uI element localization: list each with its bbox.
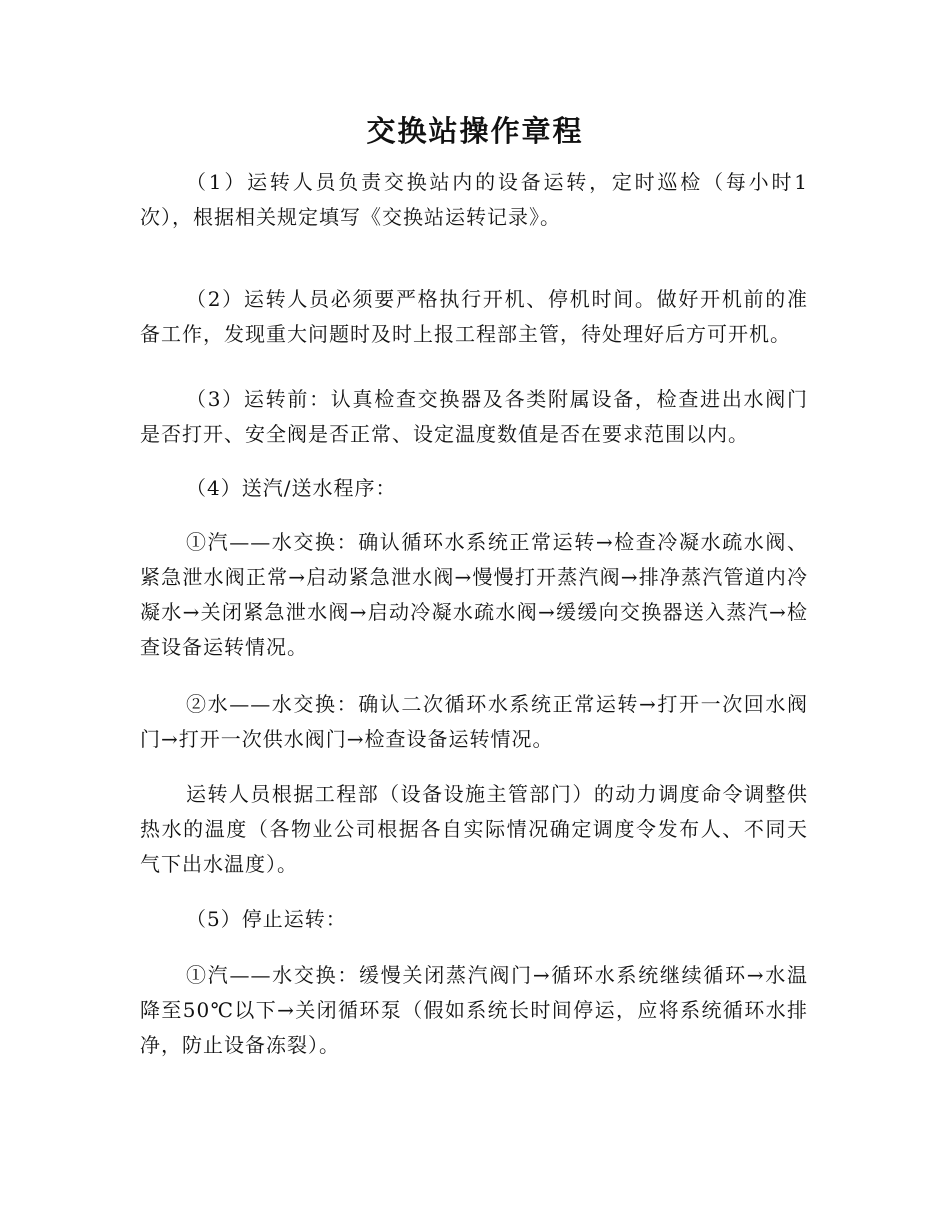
paragraph-startup-shutdown: （2）运转人员必须要严格执行开机、停机时间。做好开机前的准备工作，发现重大问题时及时上报工程部主管，待处理好后方可开机。 (140, 287, 808, 346)
paragraph-steam-water-exchange: ①汽——水交换：确认循环水系统正常运转→检查冷凝水疏水阀、紧急泄水阀正常→启动紧急泄水阀→慢慢打开蒸汽阀→排净蒸汽管道内冷凝水→关闭紧急泄水阀→启动冷凝水疏水阀→缓缓向交换器送入蒸汽→检查设备运转情况。 (140, 530, 808, 659)
paragraph-water-water-exchange: ②水——水交换：确认二次循环水系统正常运转→打开一次回水阀门→打开一次供水阀门→检查设备运转情况。 (140, 692, 808, 751)
paragraph-pre-operation-check: （3）运转前：认真检查交换器及各类附属设备，检查进出水阀门是否打开、安全阀是否正常、设定温度数值是否在要求范围以内。 (140, 387, 808, 446)
paragraph-temperature-dispatch: 运转人员根据工程部（设备设施主管部门）的动力调度命令调整供热水的温度（各物业公司根据各自实际情况确定调度令发布人、不同天气下出水温度）。 (140, 782, 808, 876)
paragraph-duty-inspection: （1）运转人员负责交换站内的设备运转，定时巡检（每小时1次），根据相关规定填写《交换站运转记录》。 (140, 170, 808, 229)
paragraph-stop-operation-heading: （5）停止运转： (186, 907, 347, 931)
paragraph-steam-water-shutdown: ①汽——水交换：缓慢关闭蒸汽阀门→循环水系统继续循环→水温降至50℃以下→关闭循环泵（假如系统长时间停运，应将系统循环水排净，防止设备冻裂）。 (140, 963, 808, 1057)
document-title: 交换站操作章程 (366, 114, 584, 148)
paragraph-supply-procedure-heading: （4）送汽/送水程序： (186, 476, 397, 500)
